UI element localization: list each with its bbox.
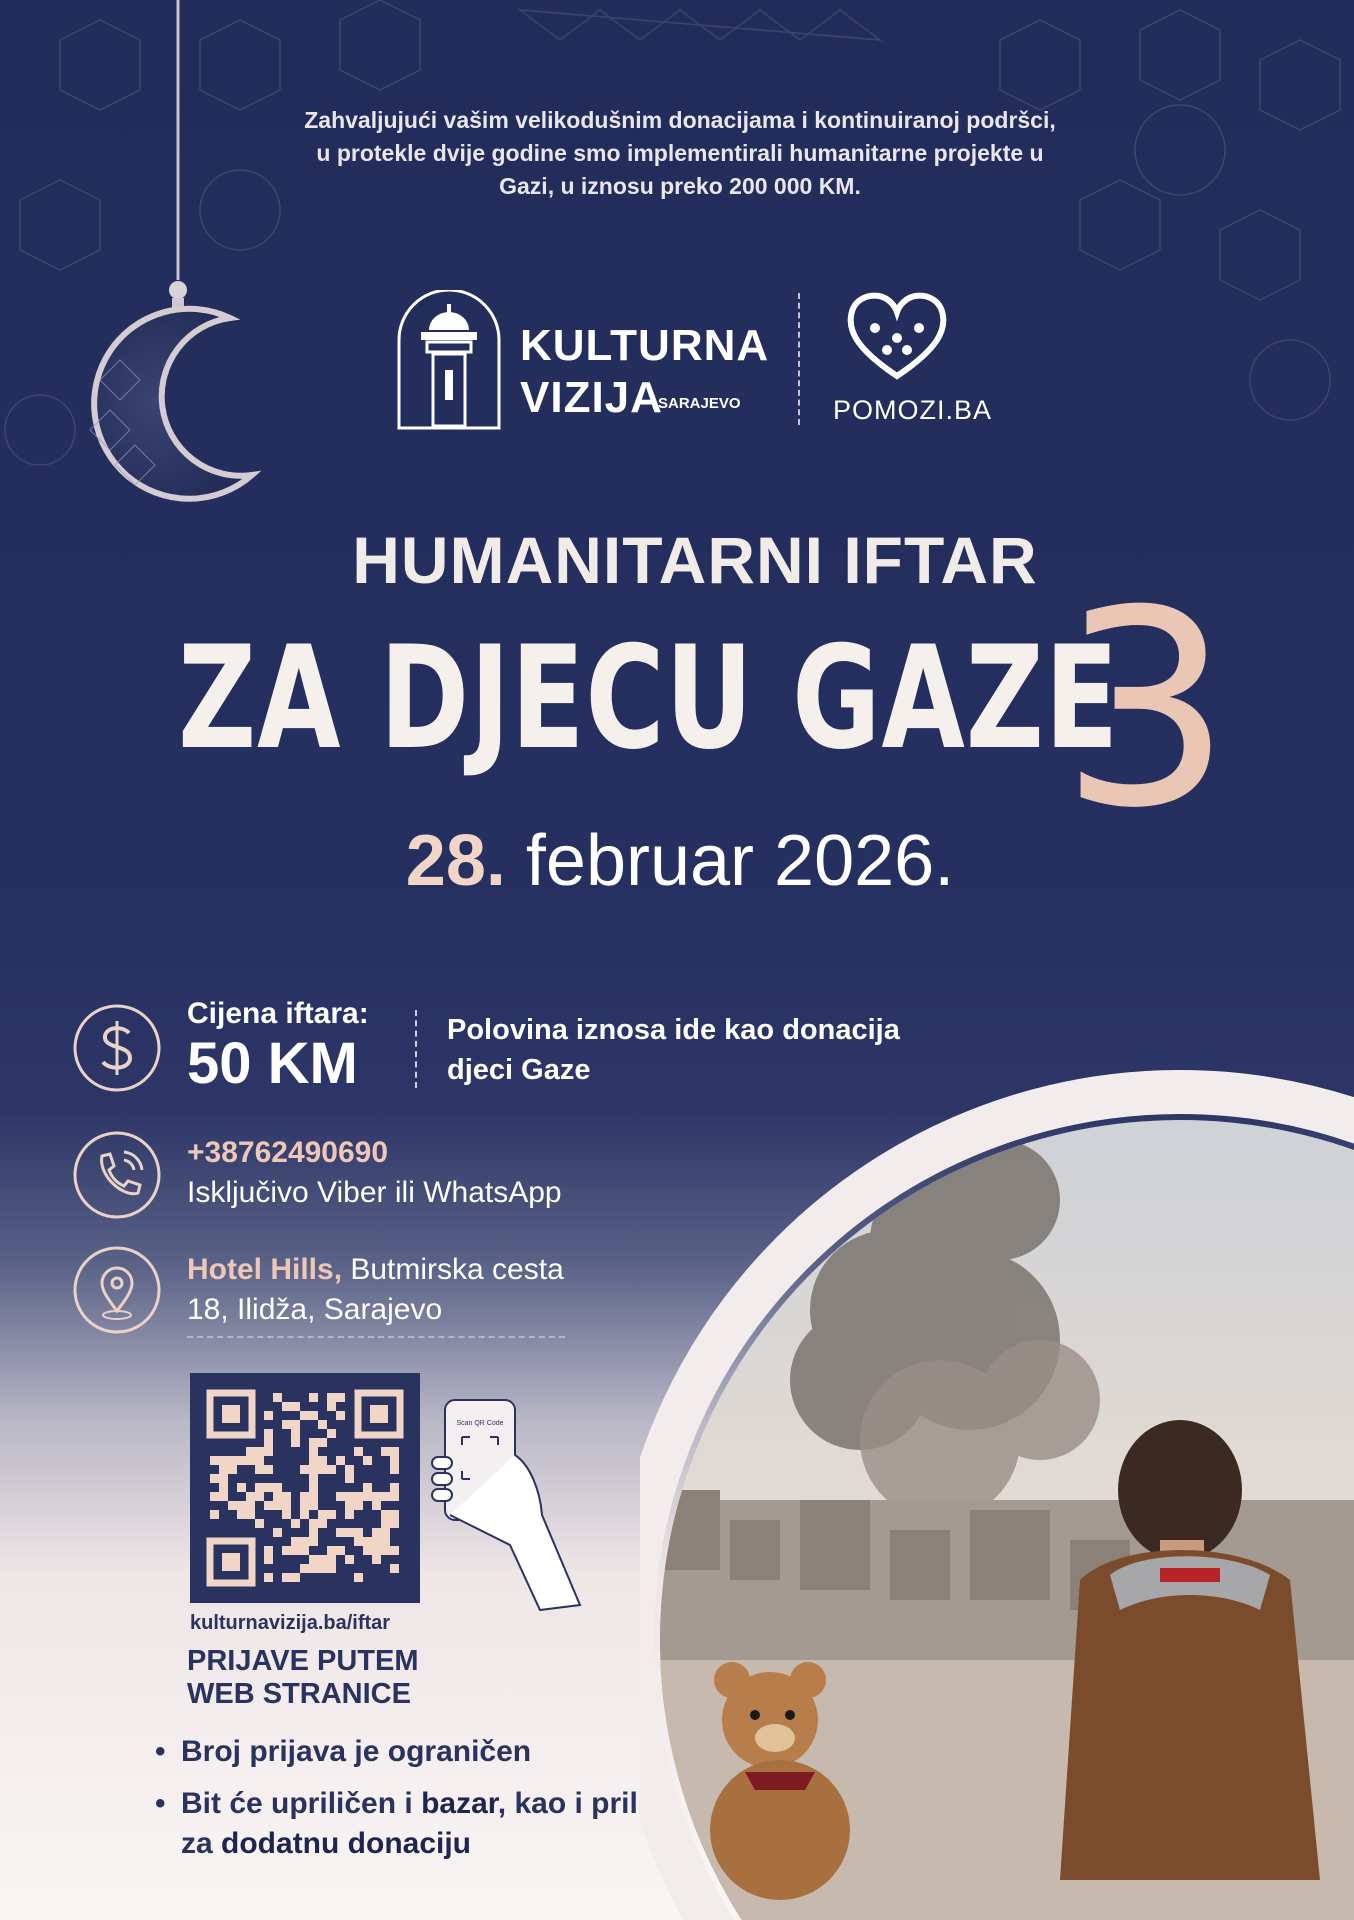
qr-module	[309, 1483, 318, 1492]
qr-module	[336, 1393, 345, 1402]
qr-module	[381, 1447, 390, 1456]
phone-icon	[72, 1130, 162, 1220]
qr-module	[318, 1420, 327, 1429]
qr-module	[363, 1456, 372, 1465]
qr-module	[372, 1537, 381, 1546]
qr-module	[345, 1528, 354, 1537]
logo-divider	[798, 293, 800, 425]
qr-module	[228, 1465, 237, 1474]
intro-line-3: Gazi, u iznosu preko 200 000 KM.	[499, 173, 861, 199]
qr-module	[264, 1483, 273, 1492]
qr-module	[318, 1510, 327, 1519]
qr-module	[381, 1510, 390, 1519]
qr-module	[372, 1501, 381, 1510]
hand-phone-icon	[430, 1395, 590, 1615]
registration-line-2: WEB STRANICE	[187, 1678, 411, 1710]
qr-module	[309, 1411, 318, 1420]
address-rest: Butmirska cesta 18, Ilidža, Sarajevo	[187, 1253, 564, 1326]
qr-module	[237, 1501, 246, 1510]
registration-line-1: PRIJAVE PUTEM	[187, 1645, 419, 1677]
qr-module	[264, 1501, 273, 1510]
qr-module	[363, 1483, 372, 1492]
qr-module	[318, 1456, 327, 1465]
qr-module	[264, 1573, 273, 1582]
qr-module	[255, 1456, 264, 1465]
qr-module	[255, 1447, 264, 1456]
qr-module	[300, 1537, 309, 1546]
qr-module	[291, 1429, 300, 1438]
qr-module	[309, 1555, 318, 1564]
qr-module	[264, 1465, 273, 1474]
bullet-bazar-b: , kao i prilika za	[181, 1787, 680, 1860]
bullet-limited	[155, 1732, 715, 1772]
crescent-lamp-icon	[80, 0, 280, 510]
hotel-name: Hotel Hills,	[187, 1253, 343, 1286]
qr-code[interactable]	[190, 1373, 420, 1603]
qr-module	[210, 1492, 219, 1501]
qr-module	[309, 1492, 318, 1501]
intro-text	[200, 104, 1160, 203]
qr-module	[219, 1483, 228, 1492]
headline-top: HUMANITARNI IFTAR	[352, 523, 1038, 597]
qr-module	[237, 1510, 246, 1519]
qr-module	[309, 1519, 318, 1528]
qr-module	[390, 1510, 399, 1519]
qr-module	[372, 1528, 381, 1537]
qr-module	[300, 1411, 309, 1420]
qr-module	[390, 1483, 399, 1492]
qr-module	[327, 1402, 336, 1411]
qr-module	[246, 1492, 255, 1501]
edition-number: 3	[1060, 552, 1232, 867]
qr-module	[237, 1483, 246, 1492]
intro-line-2: u protekle dvije godine smo implementirali humanitarne projekte u	[316, 140, 1044, 166]
qr-module	[210, 1456, 219, 1465]
qr-module	[354, 1528, 363, 1537]
price-divider	[415, 1010, 417, 1088]
qr-module	[219, 1465, 228, 1474]
qr-module	[255, 1519, 264, 1528]
qr-module	[291, 1546, 300, 1555]
qr-module	[336, 1492, 345, 1501]
bullet-bazar-a: Bit će upriličen i	[181, 1787, 422, 1820]
bullet-bazar-word: bazar	[421, 1787, 498, 1820]
qr-module	[291, 1573, 300, 1582]
qr-module	[372, 1546, 381, 1555]
qr-module	[282, 1501, 291, 1510]
phone-screen-text: Scan QR Code	[456, 1420, 504, 1427]
qr-module	[354, 1537, 363, 1546]
pomozi-word: POMOZI.BA	[833, 395, 993, 425]
qr-module	[372, 1492, 381, 1501]
qr-module	[381, 1528, 390, 1537]
qr-module	[291, 1519, 300, 1528]
qr-module	[291, 1402, 300, 1411]
bullet-donacija-word: dodatnu donaciju	[221, 1827, 472, 1860]
qr-module	[327, 1555, 336, 1564]
qr-module	[327, 1393, 336, 1402]
qr-module	[381, 1546, 390, 1555]
qr-module	[336, 1546, 345, 1555]
qr-module	[354, 1447, 363, 1456]
qr-module	[327, 1546, 336, 1555]
qr-module	[390, 1492, 399, 1501]
qr-module	[372, 1555, 381, 1564]
qr-module	[264, 1429, 273, 1438]
qr-module	[354, 1492, 363, 1501]
qr-module	[327, 1465, 336, 1474]
qr-module	[273, 1492, 282, 1501]
qr-module	[363, 1492, 372, 1501]
qr-module	[381, 1492, 390, 1501]
qr-module	[228, 1501, 237, 1510]
qr-module	[300, 1492, 309, 1501]
price-label: Cijena iftara:	[187, 997, 369, 1030]
qr-module	[309, 1501, 318, 1510]
qr-module	[309, 1456, 318, 1465]
qr-module	[264, 1546, 273, 1555]
bullet-limited-text: Broj prijava je ograničen	[181, 1735, 532, 1768]
qr-module	[309, 1465, 318, 1474]
qr-module	[246, 1501, 255, 1510]
qr-module	[282, 1573, 291, 1582]
registration-heading	[187, 1645, 419, 1711]
qr-module	[291, 1438, 300, 1447]
qr-module	[300, 1501, 309, 1510]
qr-module	[318, 1465, 327, 1474]
qr-module	[381, 1537, 390, 1546]
qr-module	[282, 1492, 291, 1501]
headline-main: ZA DJECU GAZE	[178, 616, 1120, 781]
qr-module	[390, 1546, 399, 1555]
event-address	[187, 1250, 607, 1330]
qr-module	[300, 1510, 309, 1519]
kulturna-vizija-emblem	[395, 290, 503, 430]
qr-module	[390, 1465, 399, 1474]
intro-line-1: Zahvaljujući vašim velikodušnim donacijama i kontinuiranoj podršci,	[304, 107, 1056, 133]
qr-module	[354, 1573, 363, 1582]
vizija-word: VIZIJA	[520, 373, 663, 422]
phone-note: Isključivo Viber ili WhatsApp	[187, 1176, 562, 1209]
qr-module	[246, 1510, 255, 1519]
qr-module	[345, 1474, 354, 1483]
qr-module	[264, 1555, 273, 1564]
qr-module	[318, 1564, 327, 1573]
qr-module	[309, 1474, 318, 1483]
logos-row	[390, 285, 993, 435]
heart-logo-icon	[845, 290, 949, 382]
qr-module	[282, 1402, 291, 1411]
sarajevo-word: SARAJEVO	[658, 395, 741, 412]
qr-module	[390, 1456, 399, 1465]
qr-module	[255, 1465, 264, 1474]
qr-module	[309, 1537, 318, 1546]
qr-module	[309, 1393, 318, 1402]
qr-module	[300, 1465, 309, 1474]
qr-module	[309, 1447, 318, 1456]
event-date-day: 28.	[405, 821, 506, 901]
qr-module	[246, 1456, 255, 1465]
qr-module	[390, 1519, 399, 1528]
qr-module	[228, 1456, 237, 1465]
qr-module	[282, 1420, 291, 1429]
qr-module	[300, 1546, 309, 1555]
qr-module	[273, 1483, 282, 1492]
qr-module	[219, 1492, 228, 1501]
qr-module	[264, 1411, 273, 1420]
qr-module	[363, 1537, 372, 1546]
qr-module	[219, 1456, 228, 1465]
address-divider	[187, 1336, 565, 1338]
qr-module	[345, 1492, 354, 1501]
qr-module	[327, 1510, 336, 1519]
qr-module	[390, 1564, 399, 1573]
qr-module	[345, 1510, 354, 1519]
qr-module	[363, 1546, 372, 1555]
bullet-bazar	[155, 1784, 715, 1864]
qr-module	[246, 1447, 255, 1456]
qr-module	[264, 1447, 273, 1456]
phone-number[interactable]: +38762490690	[187, 1136, 389, 1169]
qr-module	[318, 1519, 327, 1528]
qr-module	[255, 1483, 264, 1492]
qr-module	[327, 1564, 336, 1573]
qr-module	[309, 1528, 318, 1537]
location-pin-icon	[72, 1245, 162, 1335]
event-date-rest: februar 2026.	[505, 821, 955, 901]
qr-module	[219, 1474, 228, 1483]
price-value: 50 KM	[187, 1031, 358, 1096]
qr-module	[336, 1528, 345, 1537]
qr-module	[327, 1429, 336, 1438]
qr-module	[255, 1492, 264, 1501]
qr-module	[273, 1528, 282, 1537]
qr-module	[282, 1510, 291, 1519]
qr-module	[318, 1555, 327, 1564]
qr-module	[282, 1546, 291, 1555]
qr-module	[210, 1510, 219, 1519]
qr-module	[210, 1474, 219, 1483]
event-date	[350, 820, 1010, 902]
qr-module	[237, 1456, 246, 1465]
dollar-icon	[72, 1003, 162, 1093]
qr-module	[309, 1438, 318, 1447]
qr-module	[381, 1519, 390, 1528]
donation-note: Polovina iznosa ide kao donacija djeci Gaze	[447, 1014, 900, 1086]
qr-module	[300, 1564, 309, 1573]
qr-module	[345, 1501, 354, 1510]
info-bullets	[155, 1732, 715, 1876]
qr-module	[273, 1501, 282, 1510]
qr-module	[345, 1465, 354, 1474]
qr-module	[291, 1537, 300, 1546]
qr-module	[336, 1456, 345, 1465]
qr-module	[390, 1447, 399, 1456]
qr-module	[318, 1438, 327, 1447]
kulturna-word: KULTURNA	[520, 321, 770, 370]
gaza-child-photo	[640, 1020, 1354, 1920]
qr-module	[345, 1555, 354, 1564]
qr-module	[354, 1501, 363, 1510]
registration-url[interactable]: kulturnavizija.ba/iftar	[190, 1612, 391, 1634]
qr-module	[309, 1564, 318, 1573]
qr-module	[291, 1420, 300, 1429]
qr-module	[336, 1411, 345, 1420]
decorative-dash-line	[340, 920, 1010, 926]
qr-module	[264, 1438, 273, 1447]
qr-module	[273, 1393, 282, 1402]
